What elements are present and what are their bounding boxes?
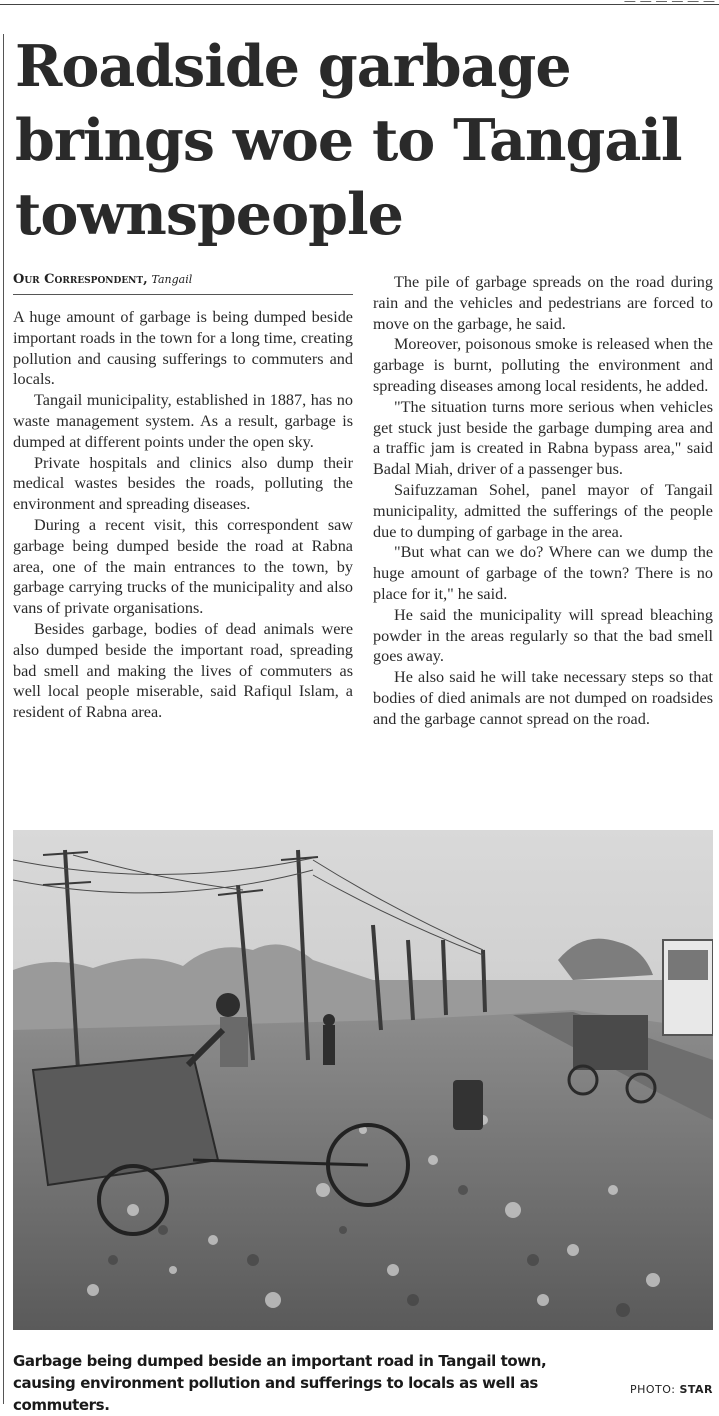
left-column-rule xyxy=(3,34,4,1404)
article-column-1 xyxy=(13,307,353,723)
photo-credit xyxy=(630,1383,713,1396)
photo-credit-source: STAR xyxy=(679,1383,713,1396)
article-column-2 xyxy=(373,272,713,730)
masthead-corner-mark: — — — — — — xyxy=(623,0,715,8)
paragraph: Private hospitals and clinics also dump their medical wastes besides the roads, polluting the environment and spreading diseases. xyxy=(13,453,353,514)
news-photo xyxy=(13,830,713,1330)
paragraph: Saifuzzaman Sohel, panel mayor of Tangail municipality, admitted the sufferings of the people due to dumping of garbage in the area. xyxy=(373,480,713,541)
photo-credit-prefix: PHOTO: xyxy=(629,1383,676,1396)
paragraph: "The situation turns more serious when vehicles get stuck just beside the garbage dumping area and a traffic jam is created in Rabna bypass area," said Badal Miah, driver of a passenger bus. xyxy=(373,397,713,479)
photo-garbage-roadside xyxy=(13,830,713,1330)
photo-caption: Garbage being dumped beside an important road in Tangail town, causing environment pollution and sufferings to locals as well as commuters. xyxy=(13,1352,547,1414)
paragraph: Moreover, poisonous smoke is released when the garbage is burnt, polluting the environment and spreading diseases among local residents, he added. xyxy=(373,335,713,395)
byline xyxy=(13,272,353,295)
top-rule xyxy=(0,4,719,5)
paragraph: Besides garbage, bodies of dead animals were also dumped beside the important road, spreading bad smell and making the lives of commuters as well local people miserable, said Rafiqul Islam, a resident of Rabna area. xyxy=(13,619,353,722)
article-headline: Roadside garbage brings woe to Tangail townspeople xyxy=(15,33,682,248)
paragraph: He also said he will take necessary steps so that bodies of died animals are not dumped on roadsides and the garbage cannot spread on the road. xyxy=(373,668,713,728)
paragraph: He said the municipality will spread bleaching powder in the areas regularly so that the bad smell goes away. xyxy=(373,605,713,666)
paragraph: The pile of garbage spreads on the road during rain and the vehicles and pedestrians are forced to move on the garbage, he said. xyxy=(373,273,713,333)
paragraph: A huge amount of garbage is being dumped beside important roads in the town for a long time, creating pollution and causing sufferings to commuters and locals. xyxy=(13,308,353,389)
byline-author: Our Correspondent, xyxy=(13,272,148,287)
paragraph: Tangail municipality, established in 1887, has no waste management system. As a result, garbage is dumped at different points under the open sky. xyxy=(13,391,353,451)
byline-location: Tangail xyxy=(151,273,193,286)
paragraph: "But what can we do? Where can we dump the huge amount of garbage of the town? There is no place for it," he said. xyxy=(373,543,713,603)
paragraph: During a recent visit, this correspondent saw garbage being dumped beside the road at Rabna area, one of the main entrances to the town, by garbage carrying trucks of the municipality and also vans of private organisations. xyxy=(13,515,353,618)
